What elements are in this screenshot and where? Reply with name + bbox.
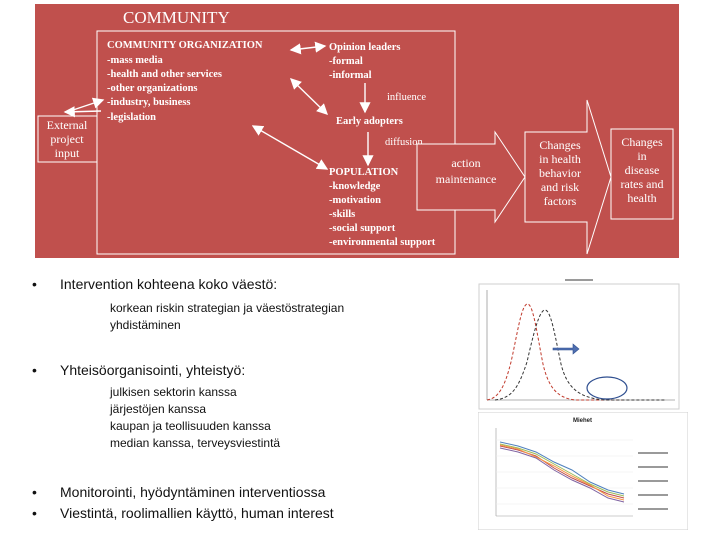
bullet-item — [30, 505, 334, 521]
population-item: -environmental support — [329, 237, 436, 248]
org-item: -mass media — [107, 55, 163, 66]
bullet-item — [30, 484, 325, 500]
thumbnail-title-text — [565, 279, 593, 281]
thumbnail-frame — [478, 412, 688, 530]
opinion-item: -formal — [329, 56, 363, 67]
population-item: -social support — [329, 223, 396, 234]
changes-disease-label: disease — [624, 163, 660, 177]
population-item: -knowledge — [329, 181, 381, 192]
thumbnail-frame — [479, 284, 679, 409]
community-diagram — [35, 4, 679, 258]
opinion-title: Opinion leaders — [329, 42, 401, 53]
bullet-item — [30, 276, 277, 292]
org-title: COMMUNITY ORGANIZATION — [107, 40, 263, 51]
legend-entry — [638, 466, 668, 468]
bullet-item — [30, 362, 245, 378]
changes-disease-label: health — [627, 191, 657, 205]
sub-item: korkean riskin strategian ja väestöstrategian — [110, 301, 345, 315]
bullet-text: Intervention kohteena koko väestö: — [60, 276, 278, 292]
bullet-marker: • — [32, 276, 37, 292]
external-input-line: External — [46, 118, 88, 132]
population-title: POPULATION — [329, 167, 399, 178]
sub-item: järjestöjen kanssa — [110, 402, 207, 416]
sub-list — [110, 384, 280, 452]
changes-disease-label: Changes — [621, 135, 663, 149]
sub-item: julkisen sektorin kanssa — [110, 385, 237, 399]
changes-disease-label: rates and — [620, 177, 664, 191]
changes-behavior-label: Changes — [539, 138, 581, 152]
early-adopters: Early adopters — [336, 116, 403, 127]
thumbnail-title: Miehet — [573, 418, 593, 424]
changes-behavior-label: factors — [543, 194, 577, 208]
legend-entry — [638, 508, 668, 510]
org-item: -health and other services — [107, 69, 223, 80]
external-input-line: input — [54, 146, 80, 160]
changes-disease-label: in — [637, 149, 647, 163]
legend-entry — [638, 452, 668, 454]
action-label: action — [451, 156, 481, 170]
legend-entry — [638, 480, 668, 482]
sub-item: yhdistäminen — [110, 318, 181, 332]
legend-entry — [638, 494, 668, 496]
org-item: -other organizations — [107, 83, 198, 94]
bullet-text: Viestintä, roolimallien käyttö, human interest — [60, 505, 334, 521]
community-title: COMMUNITY — [123, 8, 230, 27]
trend-chart-thumbnail — [478, 412, 688, 530]
diffusion-label: diffusion — [385, 137, 423, 148]
bullet-marker: • — [32, 362, 37, 378]
opinion-item: -informal — [329, 70, 372, 81]
population-item: -motivation — [329, 195, 381, 206]
org-item: -industry, business — [107, 97, 191, 108]
sub-item: median kanssa, terveysviestintä — [110, 436, 281, 450]
influence-label: influence — [387, 92, 427, 103]
action-label: maintenance — [435, 172, 497, 186]
org-item: -legislation — [107, 112, 156, 123]
population-item: -skills — [329, 209, 356, 220]
changes-behavior-label: and risk — [540, 180, 580, 194]
distribution-shift-thumbnail — [475, 276, 685, 411]
bullet-text: Yhteisöorganisointi, yhteistyö: — [60, 362, 246, 378]
external-input-line: project — [50, 132, 84, 146]
sub-item: kaupan ja teollisuuden kanssa — [110, 419, 271, 433]
changes-behavior-label: behavior — [539, 166, 581, 180]
changes-behavior-label: in health — [539, 152, 581, 166]
bullet-marker: • — [32, 505, 37, 521]
bullet-text: Monitorointi, hyödyntäminen interventiossa — [60, 484, 326, 500]
sub-list — [110, 300, 344, 334]
bullet-marker: • — [32, 484, 37, 500]
